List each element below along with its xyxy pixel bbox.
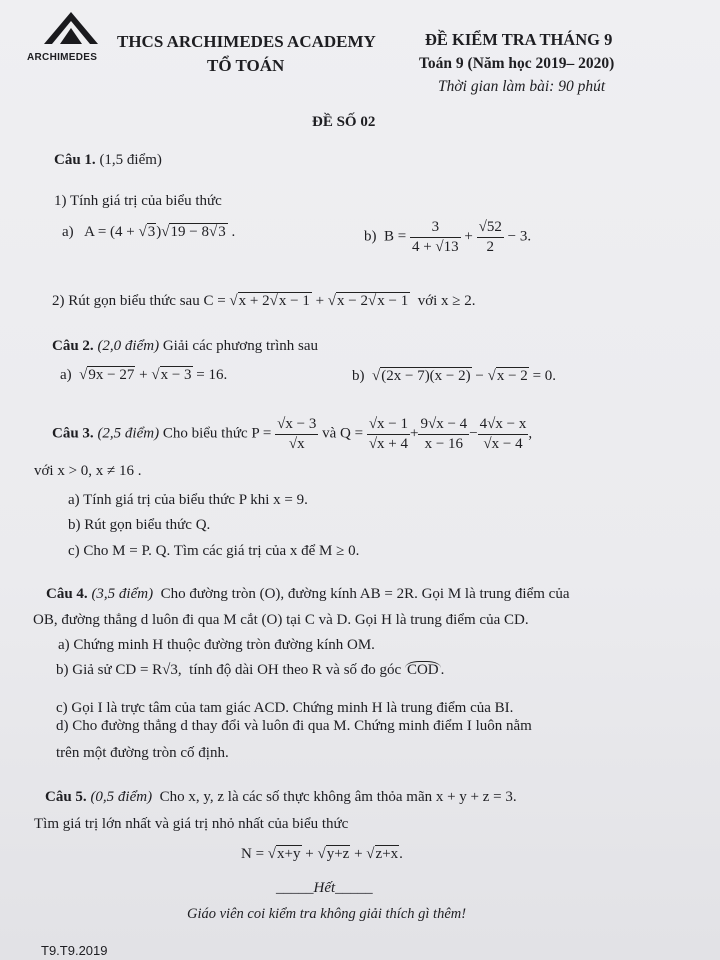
q2-b: b) √(2x − 7)(x − 2) − √x − 2 = 0. — [352, 368, 557, 384]
q4-b: b) Giả sử CD = R√3, tính độ dài OH theo R và số đo góc COD . — [56, 662, 445, 678]
q4-a: a) Chứng minh H thuộc đường tròn đường kính OM. — [58, 637, 375, 653]
exam-duration: Thời gian làm bài: 90 phút — [438, 78, 606, 95]
q1-a: a) A = (4 + √3)√19 − 8√3 . — [62, 224, 236, 240]
q1-b: b) B = $\frac{3}{4 + √13}$ + $\frac{√52}{2}$ − 3. — [364, 219, 532, 255]
q3-b: b) Rút gọn biểu thức Q. — [68, 517, 211, 533]
q1-b-fraction-1: $\frac{3}{4 + √13}$ — [411, 219, 459, 255]
q4-intro-2: OB, đường thẳng d luôn đi qua M cắt (O) tại C và D. Gọi H là trung điểm của CD. — [33, 612, 529, 628]
q4-intro-1: Câu 4. (3,5 điểm) Cho đường tròn (O), đường kính AB = 2R. Gọi M là trung điểm của — [46, 586, 570, 602]
end-marker: _____Hết_____ — [276, 880, 373, 896]
archimedes-logo-icon — [36, 10, 106, 50]
q3-q-fraction-3: $\frac{4√x - x}{√x - 4}$ — [479, 416, 527, 452]
q3-p-fraction: $\frac{√x - 3}{√x}$ — [277, 416, 317, 452]
exam-title: ĐỀ KIỂM TRA THÁNG 9 — [425, 30, 613, 49]
school-name: THCS ARCHIMEDES ACADEMY — [117, 32, 376, 51]
logo-text: ARCHIMEDES — [27, 52, 98, 63]
q2-a: a) √9x − 27 + √x − 3 = 16. — [60, 367, 228, 383]
q5-line2: Tìm giá trị lớn nhất và giá trị nhỏ nhất của biểu thức — [34, 816, 349, 832]
q4-d-2: trên một đường tròn cố định. — [56, 745, 229, 761]
q2-heading: Câu 2. (2,0 điểm) Giải các phương trình sau — [52, 338, 319, 354]
q4-c: c) Gọi I là trực tâm của tam giác ACD. Chứng minh H là trung điểm của BI. — [56, 700, 514, 716]
footer-note: Giáo viên coi kiểm tra không giải thích gì thêm! — [187, 906, 467, 922]
q1-part2: 2) Rút gọn biểu thức sau C = √x + 2√x − 1 + √x − 2√x − 1 với x ≥ 2. — [52, 293, 476, 309]
q3-a: a) Tính giá trị của biểu thức P khi x = 9. — [68, 492, 308, 508]
q1-heading: Câu 1. (1,5 điểm) — [54, 152, 162, 168]
q5-intro: Câu 5. (0,5 điểm) Cho x, y, z là các số thực không âm thỏa mãn x + y + z = 3. — [45, 789, 517, 805]
q3-condition: với x > 0, x ≠ 16 . — [34, 463, 142, 479]
q4-d-1: d) Cho đường thẳng d thay đổi và luôn đi qua M. Chứng minh điểm I luôn nằm — [56, 718, 532, 734]
q3-q-fraction-1: $\frac{√x - 1}{√x + 4}$ — [368, 416, 409, 452]
q1-b-fraction-2: $\frac{√52}{2}$ — [478, 219, 502, 255]
subject-year: Toán 9 (Năm học 2019– 2020) — [419, 55, 615, 72]
department: TỔ TOÁN — [207, 56, 285, 75]
exam-code: ĐỀ SỐ 02 — [312, 114, 376, 130]
q3-c: c) Cho M = P. Q. Tìm các giá trị của x để M ≥ 0. — [68, 543, 360, 559]
q3-q-fraction-2: $\frac{9√x - 4}{x - 16}$ — [420, 416, 468, 452]
q1-part1: 1) Tính giá trị của biểu thức — [54, 193, 222, 209]
q5-expression: N = √x+y + √y+z + √z+x. — [241, 846, 403, 862]
q3-intro: Câu 3. (2,5 điểm) Cho biểu thức P = $\frac{√x - 3}{√x}$ và Q = $\frac{√x - 1}{√x + 4}$ + $\frac{9√x - 4}{x - 16}$ − $\frac{4√x - x}{√x - 4}$ , — [52, 416, 533, 452]
footer-code: T9.T9.2019 — [41, 943, 108, 958]
